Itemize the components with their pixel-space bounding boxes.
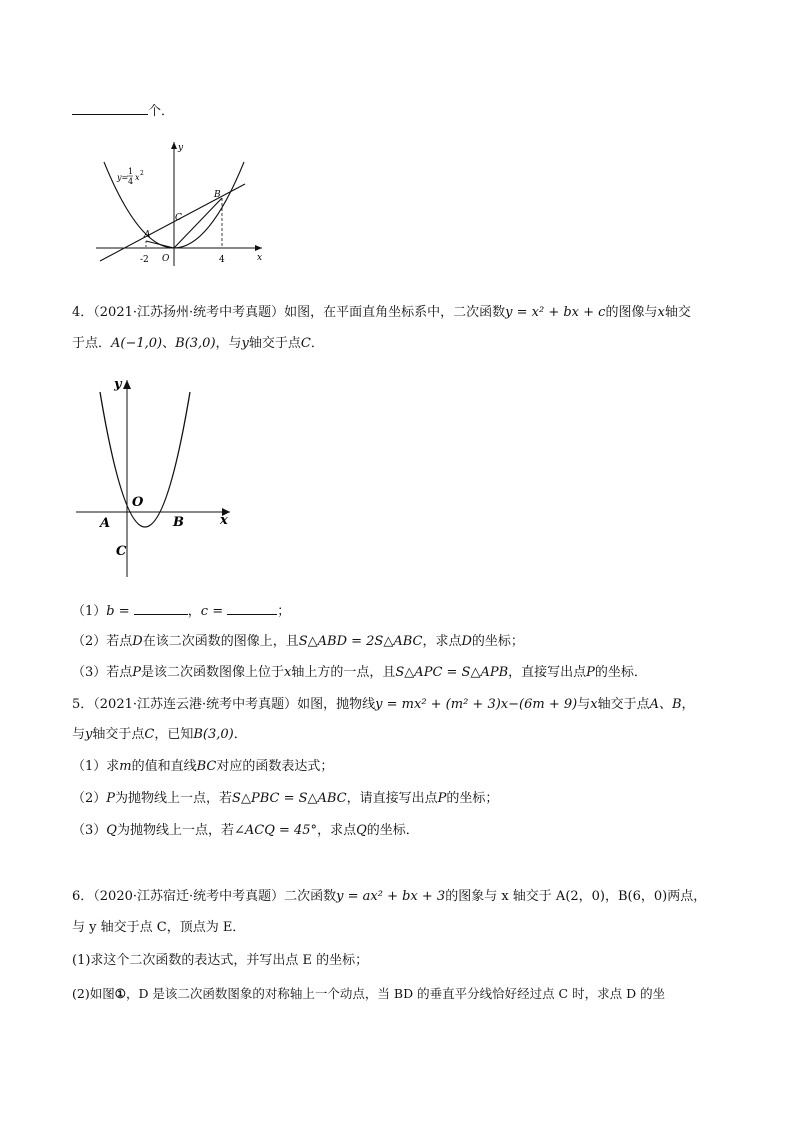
answer-blank	[72, 100, 148, 115]
q5-sub1-a: （1）求	[72, 759, 120, 774]
q5-source: （2021·江苏连云港·统考中考真题）	[93, 697, 298, 712]
axis-x-label: x	[257, 253, 263, 263]
q4-y: y	[241, 336, 249, 351]
q4-sub3-p: P	[132, 665, 142, 680]
q4-blank-b	[134, 600, 188, 615]
q4-source: （2021·江苏扬州·统考中考真题）	[93, 305, 285, 320]
q5-text3: 轴交于点	[597, 697, 650, 712]
q5-sub3-a: （3）	[72, 823, 107, 838]
q5-comma: ，	[681, 697, 695, 712]
q4-sub3-p2: P	[586, 665, 595, 680]
q5-sub1-end: 对应的函数表达式；	[216, 759, 334, 774]
q4-sub3-x: x	[284, 665, 292, 680]
q5-point-b: B(3,0)	[193, 727, 234, 742]
q6-text1: 二次函数	[284, 889, 337, 904]
q5-sub2-b: 为抛物线上一点，若	[115, 791, 233, 806]
q5-sub2-p: P	[106, 791, 116, 806]
figure-q4-parabola	[70, 372, 240, 582]
q5-c: C	[144, 727, 155, 742]
q4-number: 4．	[72, 305, 94, 320]
q4-sub3-end: ，直接写出点	[508, 665, 587, 680]
q4-sub1-prefix: （1）	[72, 604, 107, 619]
q6-number: 6．	[72, 889, 94, 904]
origin-label-2: O	[132, 495, 144, 510]
point-b-label-2: B	[173, 515, 184, 530]
q4-sub1	[72, 600, 732, 623]
q6-formula: y = ax² + bx + 3	[336, 889, 446, 904]
q4-sub2-d2: D	[461, 634, 472, 649]
q5-sub1-m: m	[119, 759, 132, 774]
q4-text2: 的图像与	[605, 305, 658, 320]
q5-period: ．	[233, 727, 247, 742]
q5-sub2-d: 的坐标；	[446, 791, 499, 806]
q5-sub1	[72, 756, 732, 778]
q4-point-b: B(3,0)	[175, 336, 216, 351]
q4-formula: y = x² + bx + c	[505, 305, 606, 320]
func-label-x: x	[135, 173, 140, 182]
q5-sub3-q2: Q	[356, 823, 367, 838]
q4-line2a: 于点．	[72, 336, 112, 351]
q4-sub3-end2: 的坐标．	[594, 665, 647, 680]
q4-text1: 如图，在平面直角坐标系中，二次函数	[284, 305, 506, 320]
q4-text3: 轴交	[664, 305, 691, 320]
func-label-den: 4	[128, 177, 134, 186]
func-label-y: y=	[117, 173, 129, 182]
q4-sub3-mid2: 轴上方的一点，且	[291, 665, 396, 680]
q6-sub2-a: (2)如图	[72, 986, 115, 1001]
q4-sub2-formula: S△ABD = 2S△ABC	[298, 634, 423, 649]
q6-line2	[72, 917, 732, 939]
q4-sep: 、	[162, 336, 176, 351]
q5-ab: A、B	[649, 697, 682, 712]
q4-sub3-formula: S△APC = S△APB	[395, 665, 509, 680]
q6-text2: 的图象与 x 轴交于 A(2，0)，B(6，0)两点，	[445, 889, 707, 904]
q5-sub2-c: ，请直接写出点	[346, 791, 438, 806]
q5-sub3-q: Q	[106, 823, 117, 838]
point-a-label: A	[144, 230, 151, 240]
func-label-exp: 2	[140, 170, 144, 177]
tick-4: 4	[219, 255, 225, 265]
q4-x: x	[657, 305, 665, 320]
q4-blank-c	[227, 600, 277, 615]
q4-sub1-b: b =	[106, 604, 130, 619]
q4-sub1-comma: ，	[187, 604, 201, 619]
q5-formula: y = mx² + (m² + 3)x−(6m + 9)	[375, 697, 578, 712]
q5-x: x	[590, 697, 598, 712]
q5-sub2-a: （2）	[72, 791, 107, 806]
axis-x-label-2: x	[220, 513, 228, 528]
q4-period: ．	[310, 336, 324, 351]
q5-sub2-formula: S△PBC = S△ABC	[232, 791, 347, 806]
q4-sub2-mid: 在该二次函数的图像上，且	[142, 634, 299, 649]
q4-sub1-c: c =	[200, 604, 224, 619]
q6-sub2-b: ，D 是该二次函数图象的对称轴上一个动点，当 BD 的垂直平分线恰好经过点 C 时，求点 D 的坐	[125, 986, 666, 1001]
q4-sub2-prefix: （2）若点	[72, 634, 133, 649]
q4-line2c: 轴交于点	[248, 336, 301, 351]
q5-sub3-c: ，求点	[317, 823, 357, 838]
q4-sub2-end2: 的坐标；	[471, 634, 524, 649]
q5-sub3	[72, 820, 732, 842]
figure-parabola-line	[90, 138, 270, 268]
q6-sub2-circled: ①	[114, 986, 126, 1001]
q5-sub3-formula: ∠ACQ = 45°	[233, 823, 318, 838]
q5-line2c: ，已知	[154, 727, 194, 742]
q4-sub2	[72, 631, 732, 653]
q5-text2: 与	[577, 697, 591, 712]
point-a-label-2: A	[100, 516, 111, 531]
q5-sub2	[72, 788, 732, 810]
q5-line2	[72, 724, 732, 746]
answer-line	[72, 100, 732, 123]
q5-line2a: 与	[72, 727, 86, 742]
axis-y-label-2: y	[114, 377, 122, 392]
q4-c: C	[300, 336, 311, 351]
q5-y: y	[85, 727, 93, 742]
q5-line2b: 轴交于点	[92, 727, 145, 742]
q4-sub1-end: ；	[277, 604, 291, 619]
q4-line1	[72, 302, 732, 324]
q5-sub2-p2: P	[437, 791, 447, 806]
q6-source: （2020·江苏宿迁·统考中考真题）	[93, 889, 285, 904]
q4-point-a: A(−1,0)	[111, 336, 163, 351]
q5-number: 5．	[72, 697, 94, 712]
q4-line2b: ，与	[215, 336, 242, 351]
q4-sub2-d: D	[132, 634, 143, 649]
q5-sub1-bc: BC	[196, 759, 217, 774]
point-b-label: B	[214, 190, 221, 200]
q4-sub2-end: ，求点	[422, 634, 462, 649]
q4-sub3	[72, 662, 732, 684]
answer-suffix: 个．	[148, 104, 175, 119]
tick-neg2: -2	[140, 255, 149, 265]
func-label-num: 1	[128, 167, 134, 176]
point-c-label: C	[175, 213, 182, 223]
q6-line2-text: 与 y 轴交于点 C，顶点为 E．	[72, 920, 246, 935]
q6-sub1	[72, 950, 732, 972]
point-c-label-2: C	[116, 544, 127, 559]
q6-sub2	[72, 983, 732, 1005]
q5-line1	[72, 694, 732, 716]
origin-label: O	[162, 254, 170, 264]
q5-text1: 如图，抛物线	[297, 697, 376, 712]
q6-sub1-text: (1)求这个二次函数的表达式，并写出点 E 的坐标；	[72, 953, 369, 968]
q5-sub3-b: 为抛物线上一点，若	[116, 823, 234, 838]
q4-sub3-mid: 是该二次函数图像上位于	[141, 665, 285, 680]
q4-line2	[72, 333, 732, 355]
q5-sub3-d: 的坐标．	[366, 823, 419, 838]
q5-sub1-mid: 的值和直线	[131, 759, 197, 774]
axis-y-label: y	[178, 143, 184, 153]
q4-sub3-prefix: （3）若点	[72, 665, 133, 680]
q6-line1	[72, 886, 732, 908]
